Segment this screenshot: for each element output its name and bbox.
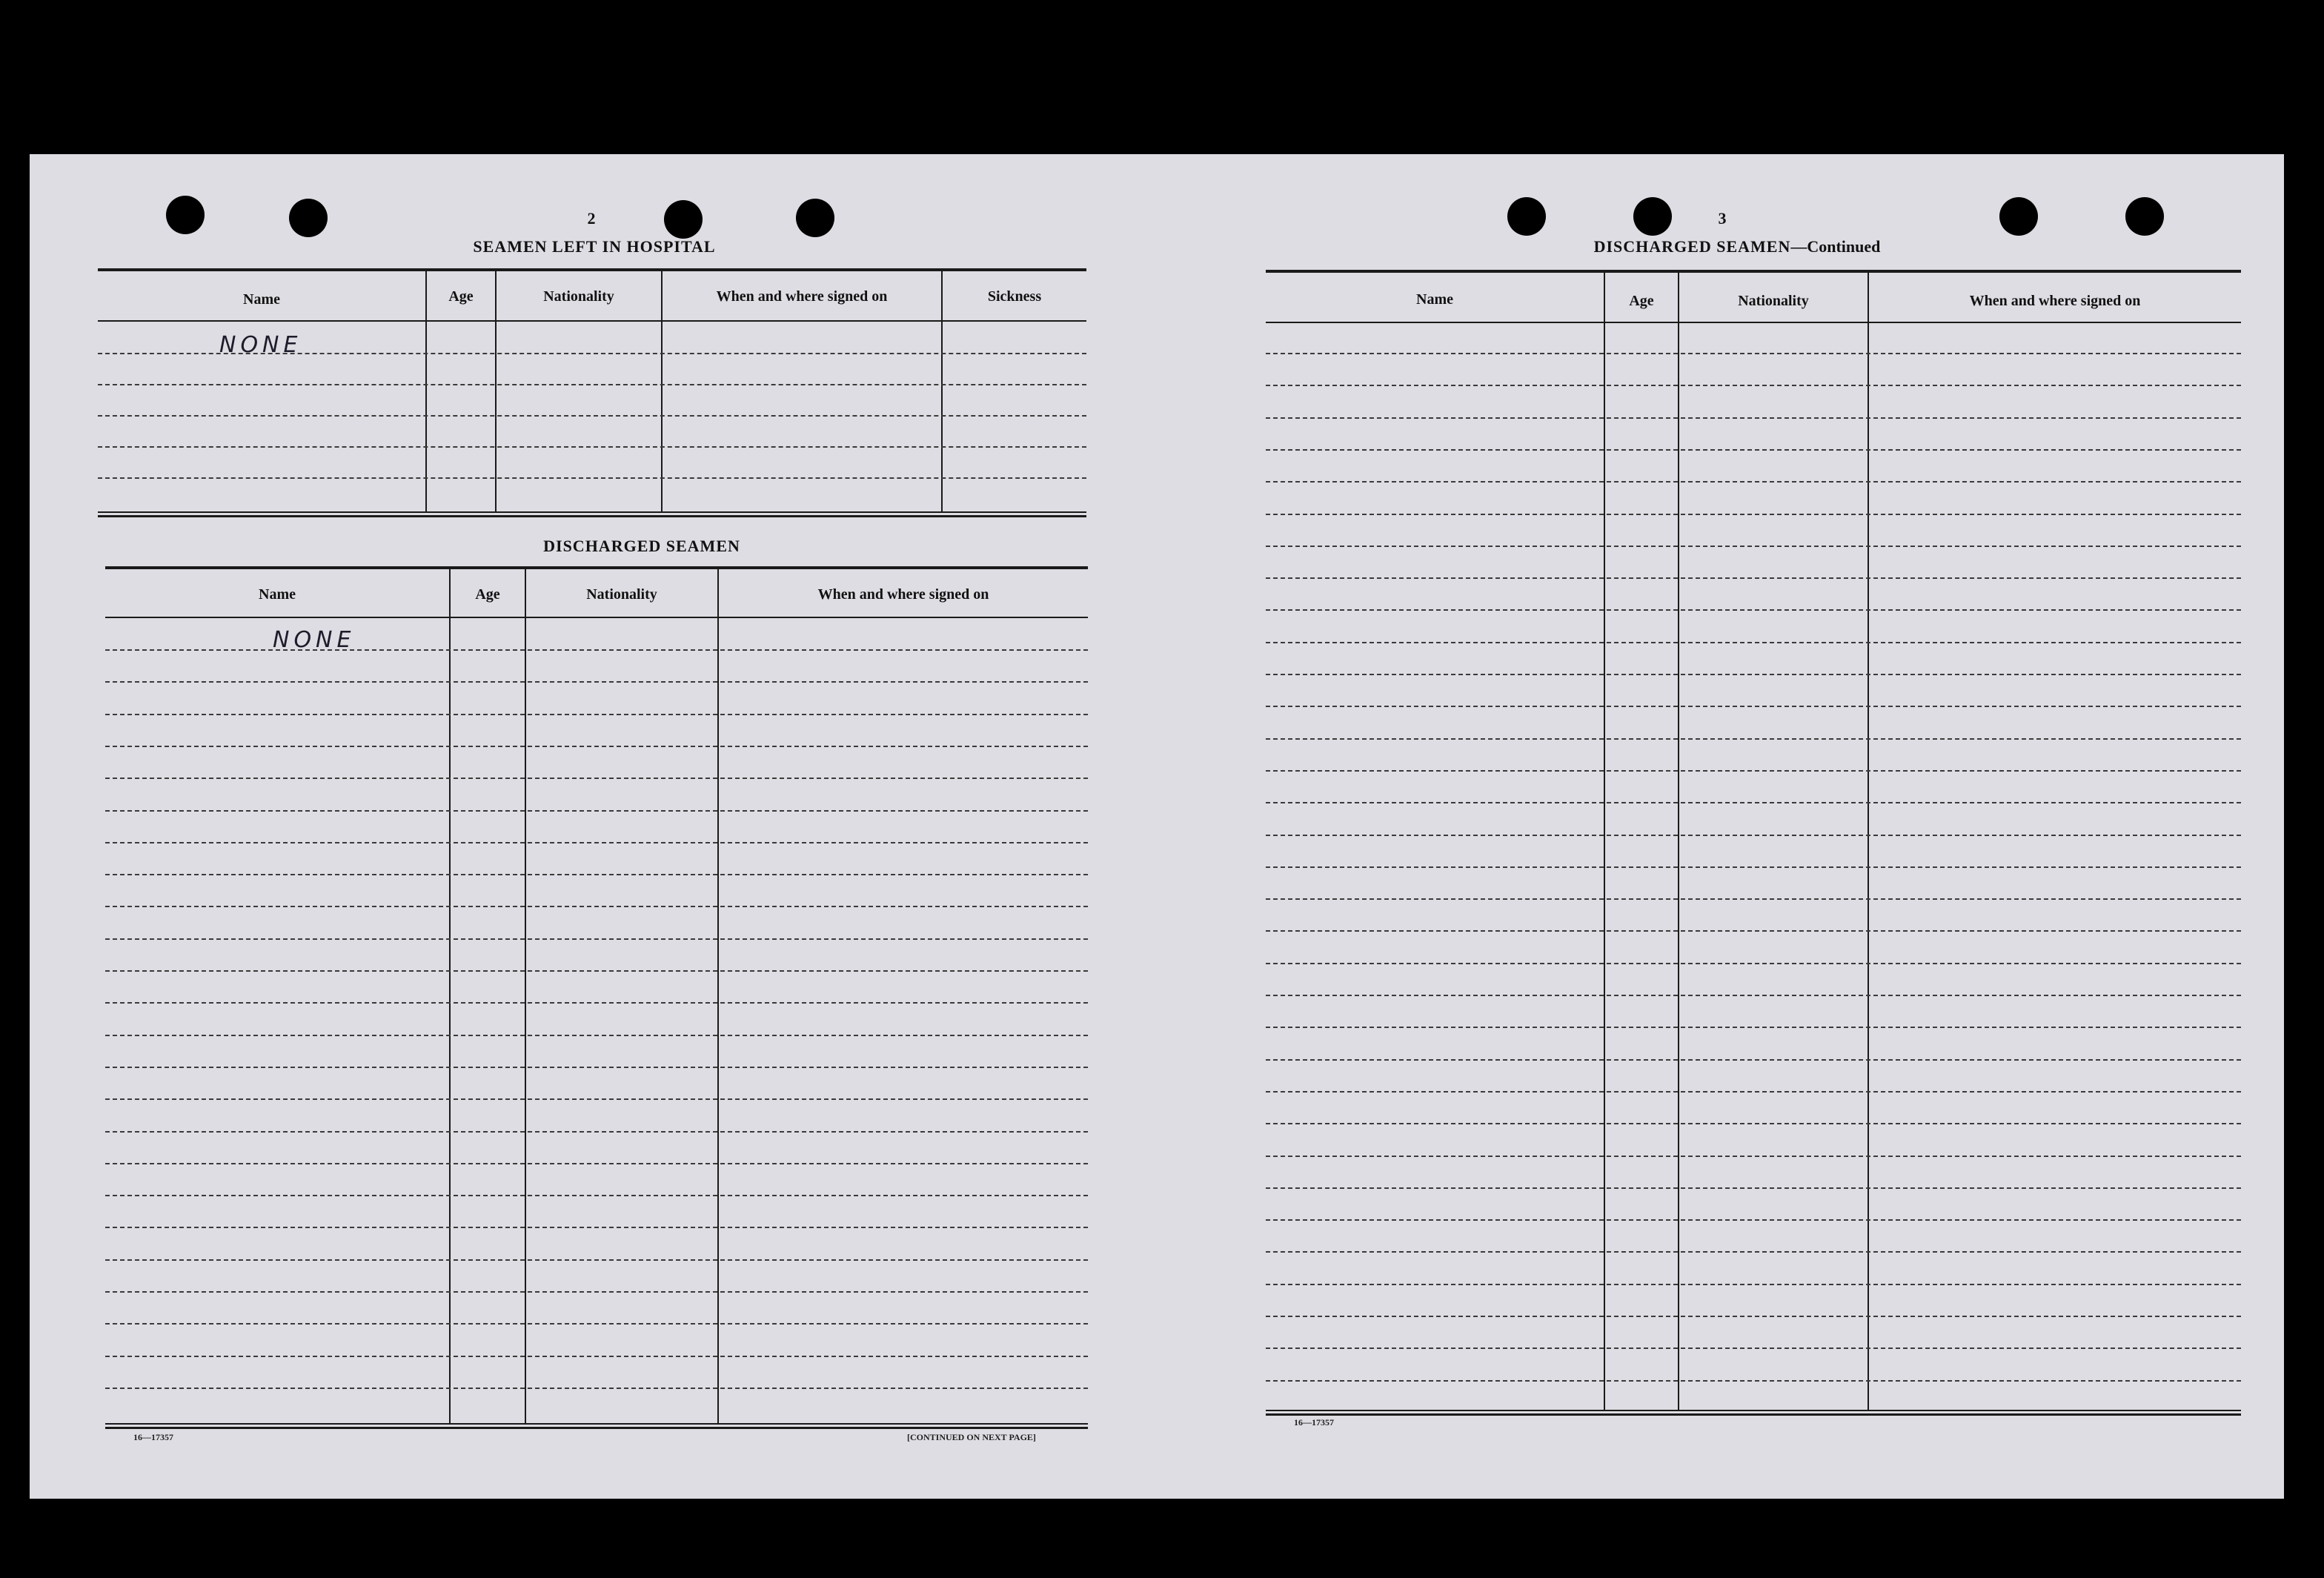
hospital-entry-none: NONE	[219, 332, 302, 358]
table-row-line	[1266, 1284, 2241, 1285]
table-row-line	[105, 1035, 1088, 1036]
discharged-table-right	[1266, 273, 2241, 1417]
page-number: 2	[587, 209, 596, 228]
table-row-line	[1266, 385, 2241, 386]
form-number: 16—17357	[1294, 1417, 1334, 1428]
table-row-line	[105, 1067, 1088, 1068]
discharged-header-name: Name	[259, 586, 296, 603]
table-row-line	[98, 477, 1086, 479]
table-row-line	[1266, 930, 2241, 932]
table-row-line	[1266, 898, 2241, 900]
table-row-line	[98, 353, 1086, 354]
table-row-line	[105, 938, 1088, 940]
table-row-line	[1266, 738, 2241, 740]
table-row-line	[1266, 642, 2241, 643]
continued-note: [CONTINUED ON NEXT PAGE]	[907, 1432, 1036, 1442]
table-row-line	[1266, 481, 2241, 483]
table-row-line	[105, 842, 1088, 843]
discharged-table-left	[105, 569, 1088, 1429]
hospital-header-signed-on: When and where signed on	[716, 288, 888, 305]
continued-header-age: Age	[1629, 293, 1654, 309]
discharged-continued-title-suffix: —Continued	[1790, 237, 1881, 256]
table-row-line	[1266, 1316, 2241, 1317]
discharged-continued-title-main: DISCHARGED SEAMEN	[1593, 237, 1791, 256]
table-row-line	[105, 1195, 1088, 1196]
table-row-line	[1266, 706, 2241, 707]
table-row-line	[1266, 449, 2241, 451]
table-row-line	[1266, 546, 2241, 547]
table-row-line	[98, 384, 1086, 385]
table-row-line	[1266, 577, 2241, 579]
table-row-line	[1266, 866, 2241, 868]
table-row-line	[1266, 1380, 2241, 1382]
hospital-table	[98, 271, 1086, 522]
table-row-line	[1266, 802, 2241, 803]
table-row-line	[98, 415, 1086, 417]
table-row-line	[105, 906, 1088, 907]
table-row-line	[105, 1259, 1088, 1261]
table-row-line	[105, 1388, 1088, 1389]
table-row-line	[1266, 417, 2241, 419]
table-row-line	[105, 1323, 1088, 1325]
table-row-line	[1266, 963, 2241, 964]
discharged-entry-none: NONE	[273, 627, 356, 653]
table-row-line	[105, 649, 1088, 651]
table-row-line	[105, 1163, 1088, 1164]
table-row-line	[105, 746, 1088, 747]
table-row-line	[1266, 674, 2241, 675]
left-page	[30, 154, 1156, 1499]
table-row-line	[1266, 1091, 2241, 1093]
table-row-line	[105, 1291, 1088, 1293]
table-row-line	[105, 810, 1088, 812]
table-row-line	[1266, 514, 2241, 515]
hospital-header-nationality: Nationality	[543, 288, 614, 305]
hospital-header-age: Age	[448, 288, 474, 305]
table-row-line	[105, 874, 1088, 875]
table-row-line	[1266, 1187, 2241, 1189]
table-row-line	[1266, 353, 2241, 354]
hospital-header-sickness: Sickness	[987, 288, 1042, 305]
table-row-line	[1266, 609, 2241, 611]
hospital-header-name: Name	[243, 291, 280, 308]
table-row-line	[105, 970, 1088, 972]
table-row-line	[105, 1002, 1088, 1004]
table-row-line	[1266, 1123, 2241, 1124]
document-sheet	[30, 154, 2284, 1499]
discharged-header-nationality: Nationality	[586, 586, 657, 603]
table-row-line	[1266, 1219, 2241, 1221]
table-row-line	[1266, 1347, 2241, 1349]
discharged-header-age: Age	[475, 586, 500, 603]
table-row-line	[105, 1227, 1088, 1228]
table-row-line	[105, 1098, 1088, 1100]
discharged-continued-title	[1594, 237, 1881, 256]
table-row-line	[98, 446, 1086, 448]
table-row-line	[1266, 1156, 2241, 1157]
hospital-section-title: SEAMEN LEFT IN HOSPITAL	[473, 237, 716, 256]
continued-header-signed-on: When and where signed on	[1969, 293, 2141, 309]
right-page	[1156, 154, 2284, 1499]
table-row-line	[1266, 1027, 2241, 1028]
continued-header-nationality: Nationality	[1738, 293, 1809, 309]
table-row-line	[1266, 995, 2241, 996]
table-row-line	[105, 714, 1088, 715]
continued-header-name: Name	[1416, 291, 1453, 308]
discharged-section-title: DISCHARGED SEAMEN	[543, 537, 740, 555]
page-number: 3	[1718, 209, 1727, 228]
form-number: 16—17357	[133, 1432, 173, 1442]
table-row-line	[105, 1356, 1088, 1357]
discharged-header-signed-on: When and where signed on	[817, 586, 989, 603]
table-row-line	[1266, 1059, 2241, 1061]
table-row-line	[105, 1131, 1088, 1133]
table-row-line	[105, 681, 1088, 683]
table-row-line	[1266, 1251, 2241, 1253]
table-row-line	[1266, 770, 2241, 772]
table-row-line	[1266, 835, 2241, 836]
table-row-line	[105, 778, 1088, 779]
